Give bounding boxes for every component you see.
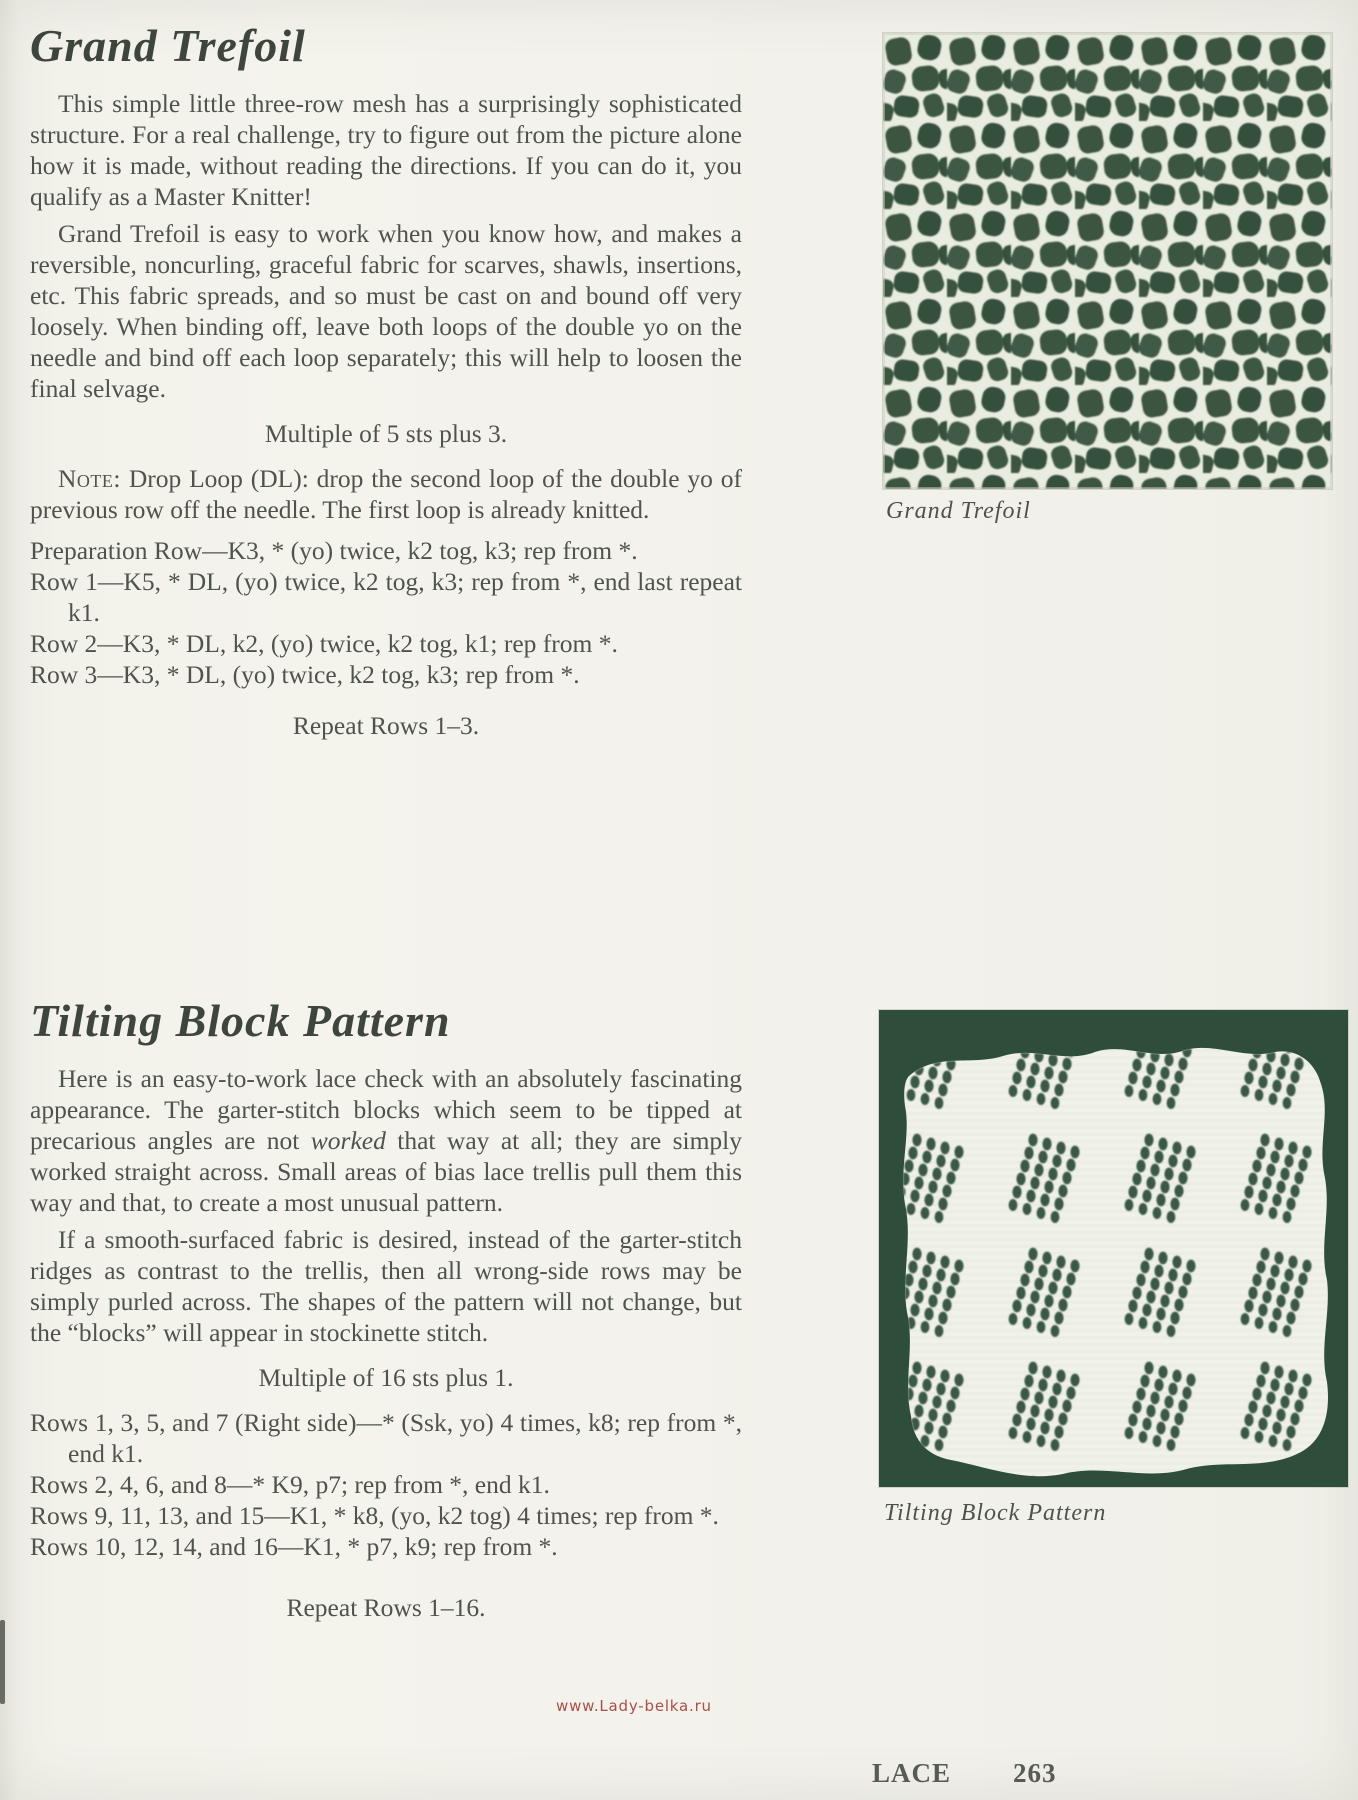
paragraph: [30, 1063, 742, 1218]
multiple-note: Multiple of 16 sts plus 1.: [258, 1363, 514, 1392]
paragraph: Grand Trefoil is easy to work when you know how, and makes a reversible, noncurling, graceful fabric for scarves, shawls, insertions, etc. This fabric spreads, and so must be cast on and bound off very loosely. When binding off, leave both loops of the double yo on the needle and bind off each loop separately; this will help to loosen the final selvage.: [30, 219, 742, 403]
tilting-block-swatch-image: [879, 1010, 1348, 1487]
grand-trefoil-photo: [883, 33, 1332, 489]
photo-caption-grand-trefoil: Grand Trefoil: [886, 498, 1031, 524]
paragraph: This simple little three-row mesh has a surprisingly sophisticated structure. For a real challenge, try to figure out from the picture alone how it is made, without reading the directions. If you can do it, you qualify as a Master Knitter!: [30, 89, 742, 211]
note-label: Note:: [58, 464, 121, 493]
instruction-row: Preparation Row—K3, * (yo) twice, k2 tog, k3; rep from *.: [30, 536, 638, 565]
site-watermark: www.Lady-belka.ru: [556, 1697, 712, 1715]
footer-section-label: LACE: [872, 1758, 952, 1788]
photo-caption-tilting-block: Tilting Block Pattern: [884, 1500, 1107, 1526]
repeat-note: Repeat Rows 1–3.: [292, 711, 480, 740]
note-paragraph: [30, 463, 742, 525]
instruction-row: Rows 2, 4, 6, and 8—* K9, p7; rep from *, end k1.: [30, 1470, 550, 1499]
footer-page-number: 263: [1013, 1758, 1057, 1788]
page-title-tilting-block-pattern: Tilting Block Pattern: [30, 995, 451, 1046]
paragraph-text: Here is an easy-to-work lace check with an absolutely fascinating appearance. The garter-stitch blocks which seem to be tipped at precarious angles are not: [30, 1064, 742, 1155]
repeat-note: Repeat Rows 1–16.: [286, 1593, 486, 1622]
instruction-row: Row 1—K5, * DL, (yo) twice, k2 tog, k3; rep from *, end last repeat k1.: [30, 567, 742, 627]
italic-word: worked: [310, 1126, 386, 1155]
instruction-row: Rows 10, 12, 14, and 16—K1, * p7, k9; rep from *.: [30, 1532, 558, 1561]
note-text: Drop Loop (DL): drop the second loop of the double yo of previous row off the needle. The first loop is already knitted.: [30, 464, 742, 524]
multiple-note: Multiple of 5 sts plus 3.: [264, 419, 508, 448]
instruction-row: Row 2—K3, * DL, k2, (yo) twice, k2 tog, k1; rep from *.: [30, 629, 618, 658]
instruction-row: Row 3—K3, * DL, (yo) twice, k2 tog, k3; rep from *.: [30, 660, 580, 689]
page-title-grand-trefoil: Grand Trefoil: [30, 20, 306, 71]
section-grand-trefoil: [30, 20, 742, 755]
instruction-row: Rows 9, 11, 13, and 15—K1, * k8, (yo, k2 tog) 4 times; rep from *.: [30, 1501, 719, 1530]
instruction-row: Rows 1, 3, 5, and 7 (Right side)—* (Ssk, yo) 4 times, k8; rep from *, end k1.: [30, 1408, 742, 1468]
scan-edge-artifact: [0, 1620, 5, 1704]
lace-mesh-swatch-image: [883, 33, 1332, 489]
paragraph-text: that way at all; they are simply worked straight across. Small areas of bias lace trellis pull them this way and that, to create a most unusual pattern.: [30, 1126, 742, 1217]
tilting-block-photo: [879, 1010, 1348, 1487]
page-footer: [872, 1758, 1057, 1789]
section-tilting-block-pattern: [30, 995, 742, 1637]
paragraph: If a smooth-surfaced fabric is desired, instead of the garter-stitch ridges as contrast to the trellis, then all wrong-side rows may be simply purled across. The shapes of the pattern will not change, but the “blocks” will appear in stockinette stitch.: [30, 1225, 742, 1347]
